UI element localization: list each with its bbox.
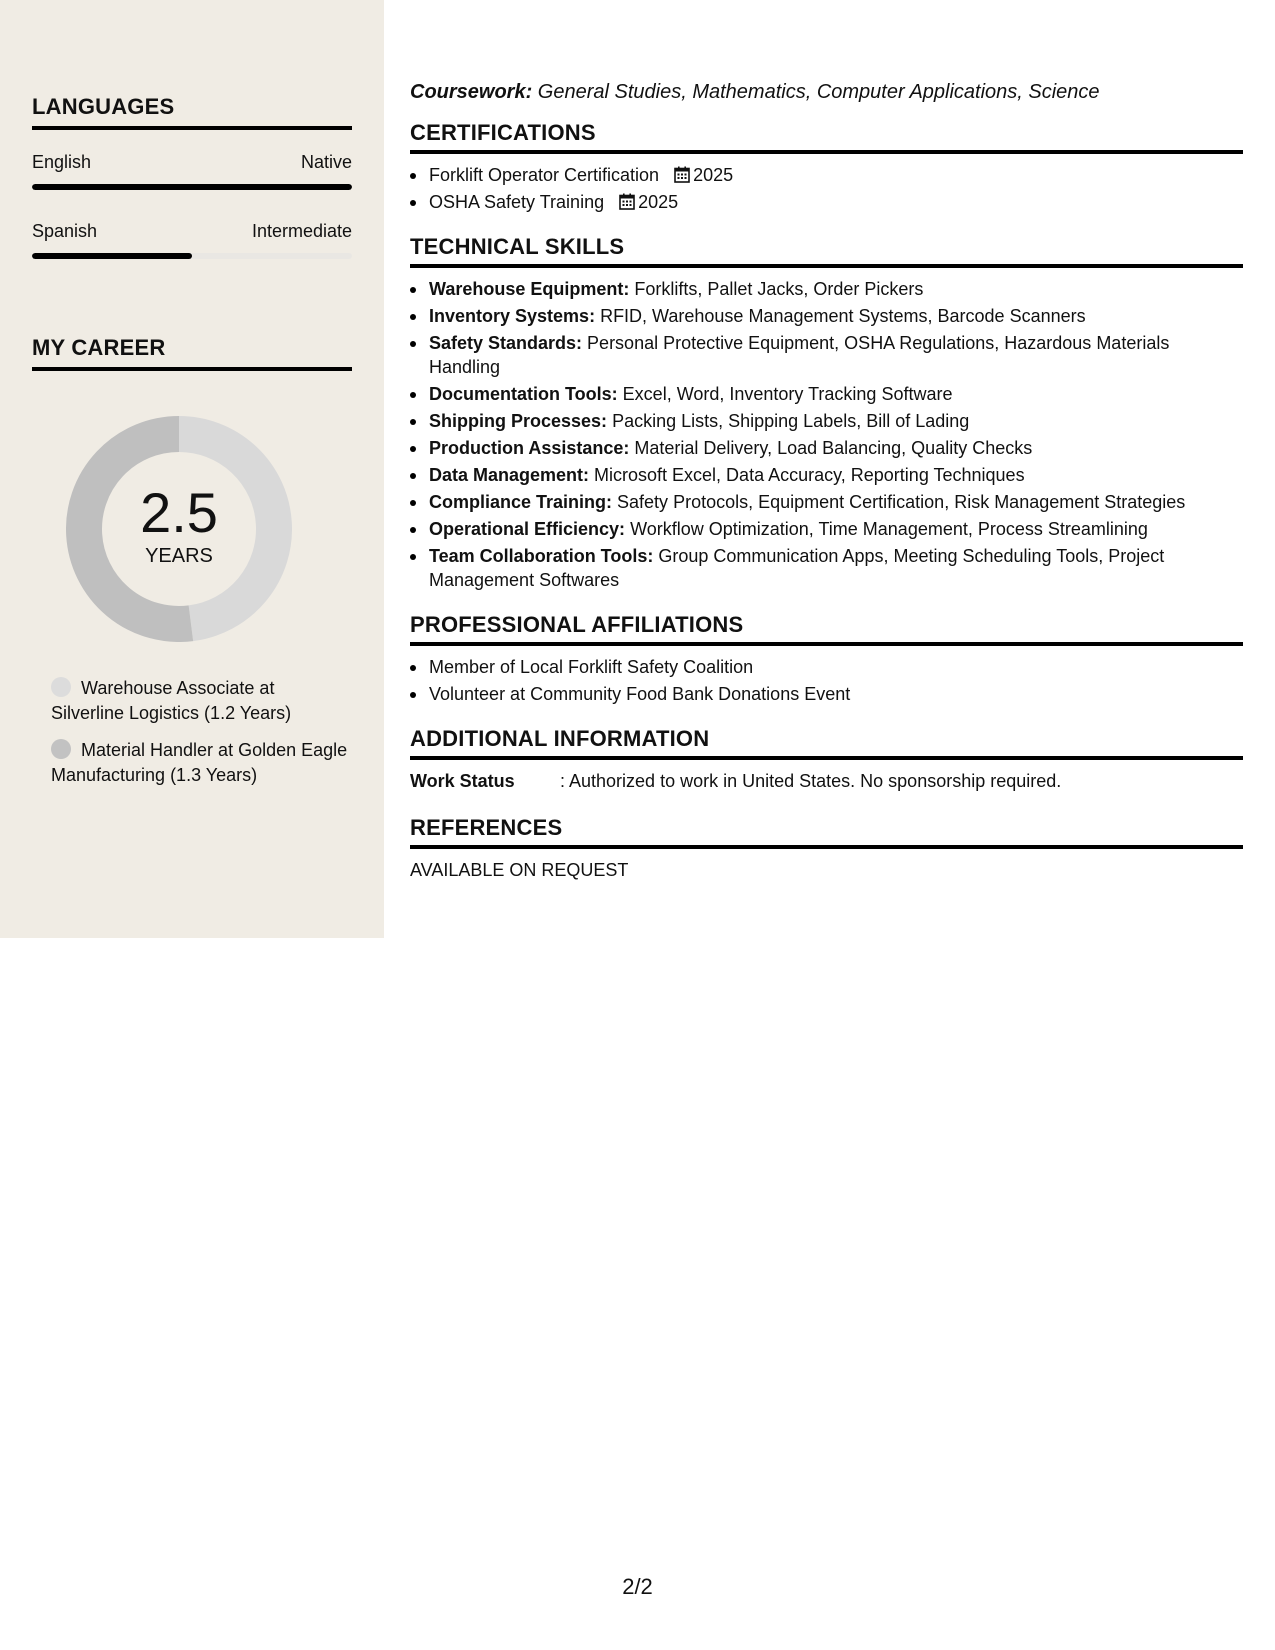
career-donut-center: [66, 416, 292, 642]
career-legend: [51, 676, 351, 800]
skill-label: Compliance Training:: [429, 492, 613, 512]
career-legend-label: Warehouse Associate at Silverline Logistics (1.2 Years): [51, 678, 292, 723]
language-name: English: [32, 152, 92, 172]
coursework-text: General Studies, Mathematics, Computer Applications, Science: [532, 81, 1100, 103]
skill-text: Packing Lists, Shipping Labels, Bill of Lading: [607, 411, 970, 431]
skill-text: Microsoft Excel, Data Accuracy, Reporting Techniques: [589, 465, 1025, 485]
work-status-value: : Authorized to work in United States. No sponsorship required.: [560, 771, 1062, 791]
affiliations-list: [410, 655, 1243, 706]
certification-item: [410, 163, 1243, 187]
career-total-years: 2.5: [140, 480, 218, 544]
skill-text: Group Communication Apps, Meeting Scheduling Tools, Project Management Softwares: [429, 546, 1165, 590]
skill-item: [410, 436, 1243, 460]
legend-dot-icon: [51, 739, 71, 759]
skill-label: Team Collaboration Tools:: [429, 546, 654, 566]
languages-heading: LANGUAGES: [32, 94, 352, 130]
career-legend-label: Material Handler at Golden Eagle Manufacturing (1.3 Years): [51, 740, 348, 785]
page-number: 2/2: [622, 1574, 653, 1599]
language-level: Native: [300, 152, 352, 172]
skill-item: [410, 544, 1243, 592]
technical-skills-heading: TECHNICAL SKILLS: [410, 234, 1243, 268]
skill-label: Documentation Tools:: [429, 384, 618, 404]
language-bar-fill: [32, 184, 352, 190]
skill-text: Excel, Word, Inventory Tracking Software: [617, 384, 953, 404]
certification-year: 2025: [638, 192, 679, 212]
work-status-row: [410, 769, 1243, 793]
coursework-line: [410, 78, 1243, 106]
career-donut-chart: [66, 416, 292, 642]
skill-label: Shipping Processes:: [429, 411, 608, 431]
skill-item: [410, 331, 1243, 379]
calendar-icon: [674, 166, 690, 183]
certifications-heading: CERTIFICATIONS: [410, 120, 1243, 154]
skill-text: Safety Protocols, Equipment Certification, Risk Management Strategies: [612, 492, 1186, 512]
skill-item: [410, 517, 1243, 541]
skill-label: Safety Standards:: [429, 333, 583, 353]
career-legend-item: [51, 738, 351, 788]
certification-item: [410, 190, 1243, 214]
skill-item: [410, 490, 1243, 514]
skill-text: Workflow Optimization, Time Management, Process Streamlining: [625, 519, 1148, 539]
certifications-list: [410, 163, 1243, 214]
skill-text: RFID, Warehouse Management Systems, Barcode Scanners: [595, 306, 1086, 326]
affiliation-item: Member of Local Forklift Safety Coalition: [410, 655, 1243, 679]
skill-item: [410, 304, 1243, 328]
skill-label: Operational Efficiency:: [429, 519, 626, 539]
legend-dot-icon: [51, 677, 71, 697]
skill-item: [410, 277, 1243, 301]
skill-text: Personal Protective Equipment, OSHA Regulations, Hazardous Materials Handling: [429, 333, 1170, 377]
sidebar: [0, 0, 384, 938]
main-content: [410, 78, 1243, 882]
technical-skills-list: [410, 277, 1243, 592]
skill-label: Inventory Systems:: [429, 306, 596, 326]
additional-info-heading: ADDITIONAL INFORMATION: [410, 726, 1243, 760]
skill-label: Production Assistance:: [429, 438, 630, 458]
skill-item: [410, 382, 1243, 406]
language-row-spanish: [32, 221, 352, 245]
certification-name: OSHA Safety Training: [429, 192, 605, 212]
coursework-label: Coursework:: [410, 81, 533, 103]
language-row-english: [32, 152, 352, 176]
career-heading: MY CAREER: [32, 335, 352, 371]
language-name: Spanish: [32, 221, 98, 241]
references-text: AVAILABLE ON REQUEST: [410, 860, 629, 880]
career-legend-item: [51, 676, 351, 726]
skill-text: Material Delivery, Load Balancing, Quality Checks: [629, 438, 1033, 458]
language-level: Intermediate: [251, 221, 352, 241]
work-status-label: Work Status: [410, 771, 515, 791]
skill-item: [410, 409, 1243, 433]
skill-item: [410, 463, 1243, 487]
skill-label: Warehouse Equipment:: [429, 279, 630, 299]
language-bar-fill: [32, 253, 192, 259]
affiliations-heading: PROFESSIONAL AFFILIATIONS: [410, 612, 1243, 646]
skill-label: Data Management:: [429, 465, 590, 485]
calendar-icon: [619, 193, 635, 210]
career-total-unit: YEARS: [145, 544, 213, 567]
skill-text: Forklifts, Pallet Jacks, Order Pickers: [629, 279, 924, 299]
affiliation-item: Volunteer at Community Food Bank Donations Event: [410, 682, 1243, 706]
references-heading: REFERENCES: [410, 815, 1243, 849]
certification-year: 2025: [693, 165, 734, 185]
language-bar-spanish: [32, 253, 352, 259]
language-bar-english: [32, 184, 352, 190]
certification-name: Forklift Operator Certification: [429, 165, 660, 185]
